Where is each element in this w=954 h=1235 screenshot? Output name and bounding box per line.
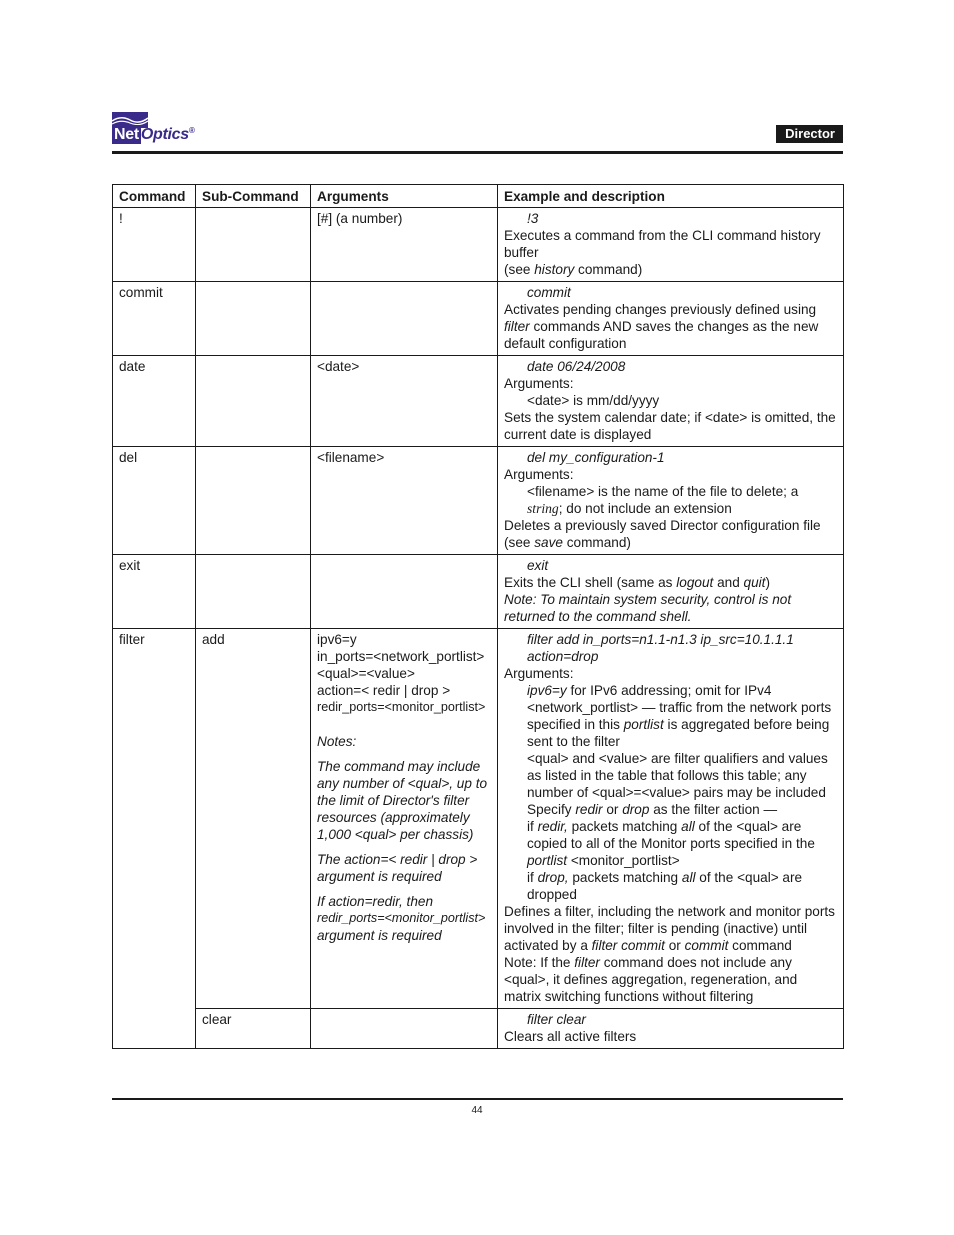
description-text: Exits the CLI shell (same as logout and quit) — [504, 575, 770, 590]
arguments-cell — [311, 629, 498, 1009]
subcommand-cell — [196, 447, 311, 555]
column-header-subcommand: Sub-Command — [196, 185, 311, 208]
arguments-cell — [311, 555, 498, 629]
logo-registered-mark: ® — [188, 126, 195, 135]
example-cell — [498, 629, 844, 1009]
description-text: Note: If the filter command does not include any <qual>, it defines aggregation, regeneration, and matrix switching functions without filtering — [504, 955, 798, 1004]
subcommand-cell: add — [196, 629, 311, 1009]
table-row — [113, 282, 844, 356]
description-text: Executes a command from the CLI command history buffer — [504, 228, 821, 260]
description-text: Defines a filter, including the network and monitor ports involved in the filter; filter is pending (inactive) until activated by a filter commit or commit command — [504, 904, 835, 953]
column-header-arguments: Arguments — [311, 185, 498, 208]
command-cell: commit — [113, 282, 196, 356]
table-row — [113, 1009, 844, 1049]
notes-label: Notes: — [317, 734, 357, 749]
arguments-cell: [#] (a number) — [311, 208, 498, 282]
example-cell — [498, 1009, 844, 1049]
command-cell: ! — [113, 208, 196, 282]
column-header-command: Command — [113, 185, 196, 208]
note-text: argument is required — [317, 928, 442, 943]
subcommand-cell — [196, 555, 311, 629]
example-text: action=drop — [527, 649, 599, 664]
logo-net-text: Net — [114, 126, 139, 143]
subcommand-cell — [196, 282, 311, 356]
cli-command-table — [112, 184, 844, 1049]
page-header — [112, 112, 843, 154]
note-text: If action=redir, then — [317, 894, 433, 909]
argument-text: <qual> and <value> are filter qualifiers and values as listed in the table that follows this table; any number of <qual>=<value> pairs may be included — [527, 751, 828, 800]
argument-text: Specify redir or drop as the filter action — — [527, 802, 778, 817]
arguments-cell — [311, 282, 498, 356]
table-row — [113, 555, 844, 629]
table-row — [113, 356, 844, 447]
subcommand-cell — [196, 208, 311, 282]
example-cell — [498, 208, 844, 282]
argument-text: <filename> is the name of the file to delete; a string; do not include an extension — [527, 484, 799, 516]
description-text: Sets the system calendar date; if <date> is omitted, the current date is displayed — [504, 410, 836, 442]
netoptics-logo — [112, 112, 222, 148]
document-title-badge: Director — [776, 125, 843, 143]
description-text: (see history command) — [504, 262, 643, 277]
example-cell — [498, 555, 844, 629]
example-text: exit — [527, 558, 549, 573]
footer-rule — [112, 1098, 843, 1100]
argument-text: if redir, packets matching all of the <qual> are copied to all of the Monitor ports specified in the portlist <monitor_portlist> — [527, 819, 815, 868]
column-header-example: Example and description — [498, 185, 844, 208]
table-row — [113, 447, 844, 555]
note-text: redir_ports=<monitor_portlist> — [317, 911, 486, 925]
table-row — [113, 208, 844, 282]
example-cell — [498, 447, 844, 555]
table-row — [113, 629, 844, 1009]
arguments-cell: <filename> — [311, 447, 498, 555]
logo-optics-text: Optics — [140, 126, 189, 143]
command-cell: date — [113, 356, 196, 447]
argument-text: <date> is mm/dd/yyyy — [527, 393, 660, 408]
example-text: del my_configuration-1 — [527, 450, 665, 465]
subcommand-cell: clear — [196, 1009, 311, 1049]
command-cell: del — [113, 447, 196, 555]
argument-text: <network_portlist> — traffic from the network ports specified in this portlist is aggregated before being sent to the filter — [527, 700, 832, 749]
note-text: The command may include any number of <qual>, up to the limit of Director's filter resources (approximately 1,000 <qual> per chassis) — [317, 759, 488, 842]
argument-line: in_ports=<network_portlist> — [317, 649, 485, 664]
arguments-cell — [311, 1009, 498, 1049]
argument-text: ipv6=y for IPv6 addressing; omit for IPv4 — [527, 683, 772, 698]
argument-line: redir_ports=<monitor_portlist> — [317, 700, 486, 714]
example-text: filter clear — [527, 1012, 586, 1027]
arguments-cell: <date> — [311, 356, 498, 447]
arguments-label: Arguments: — [504, 467, 574, 482]
example-text: commit — [527, 285, 571, 300]
subcommand-cell — [196, 356, 311, 447]
note-text: Note: To maintain system security, control is not returned to the command shell. — [504, 592, 792, 624]
argument-line: action=< redir | drop > — [317, 683, 451, 698]
example-cell — [498, 356, 844, 447]
example-text: date 06/24/2008 — [527, 359, 626, 374]
description-text: Activates pending changes previously defined using filter commands AND saves the changes as the new default configuration — [504, 302, 819, 351]
example-cell — [498, 282, 844, 356]
argument-text: if drop, packets matching all of the <qual> are dropped — [527, 870, 803, 902]
example-text: !3 — [527, 211, 539, 226]
description-text: Clears all active filters — [504, 1029, 637, 1044]
table-header-row — [113, 185, 844, 208]
argument-line: <qual>=<value> — [317, 666, 415, 681]
description-text: Deletes a previously saved Director configuration file — [504, 518, 821, 533]
example-text: filter add in_ports=n1.1-n1.3 ip_src=10.1.1.1 — [527, 632, 794, 647]
header-rule — [112, 151, 843, 154]
argument-line: ipv6=y — [317, 632, 357, 647]
note-text: The action=< redir | drop > argument is required — [317, 852, 478, 884]
page-number: 44 — [471, 1105, 483, 1116]
description-text: (see save command) — [504, 535, 631, 550]
command-cell: filter — [113, 629, 196, 1049]
command-cell: exit — [113, 555, 196, 629]
arguments-label: Arguments: — [504, 376, 574, 391]
arguments-label: Arguments: — [504, 666, 574, 681]
